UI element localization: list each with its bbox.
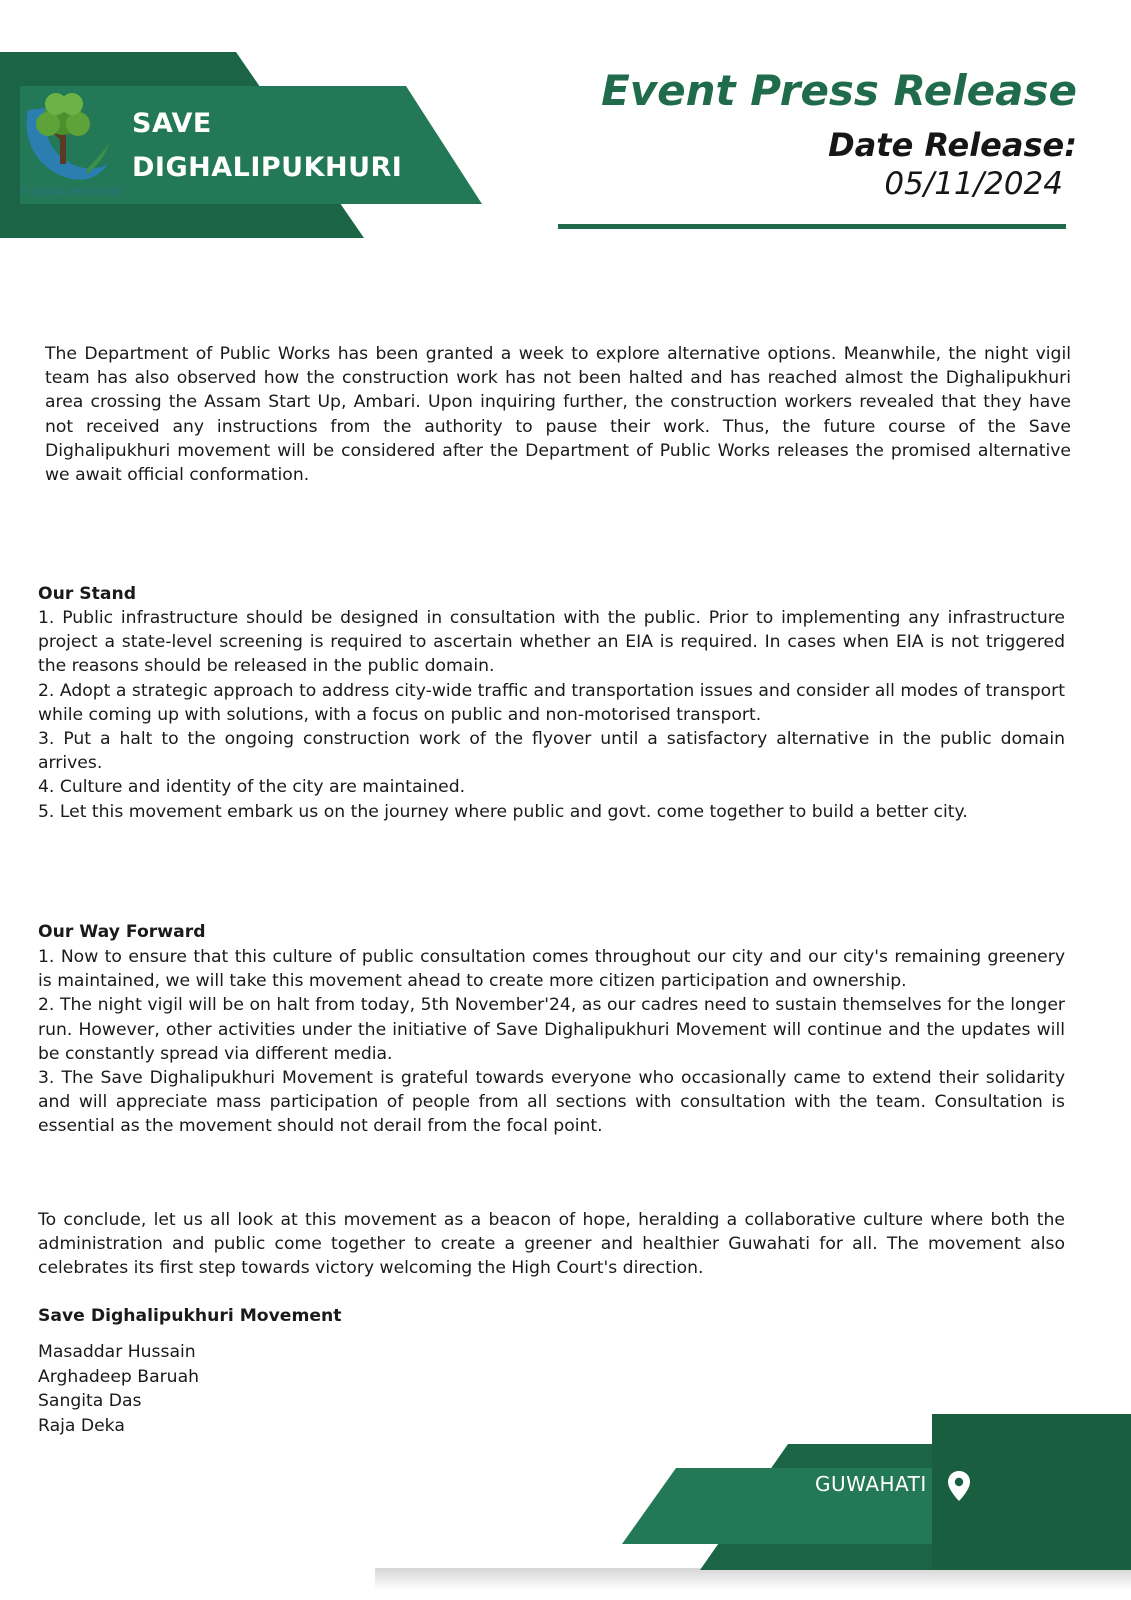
date-value: 05/11/2024 (884, 166, 1063, 202)
way-forward-list (38, 945, 1065, 1139)
way-forward-heading: Our Way Forward (38, 922, 206, 942)
list-item: 1. Public infrastructure should be designed in consultation with the public. Prior to implementing any infrastructure project a state-level screening is required to ascertain whether an EIA is required. In cases when EIA is not triggered the reasons should be released in the public domain. (38, 608, 1065, 677)
conclusion-paragraph: To conclude, let us all look at this movement as a beacon of hope, heralding a collaborative culture where both the administration and public come together to create a greener and healthier Guwahati for all. The movement also celebrates its first step towards victory welcoming the High Court's direction. (38, 1210, 1065, 1279)
list-item: 1. Now to ensure that this culture of public consultation comes throughout our city and our city's remaining greenery is maintained, we will take this movement ahead to create more citizen participation and ownership. (38, 947, 1065, 992)
list-item: 3. The Save Dighalipukhuri Movement is grateful towards everyone who occasionally came to extend their solidarity and will appreciate mass participation of people from all sections with consultation with the team. Consultation is essential as the movement should not derail from the focal point. (38, 1068, 1065, 1137)
logo-caption: E DIGHALIPUKHURI (20, 187, 124, 198)
signatory-name: Sangita Das (38, 1391, 142, 1411)
org-name-line2: DIGHALIPUKHURI (132, 152, 403, 183)
our-stand-heading: Our Stand (38, 584, 137, 604)
signatory-name: Arghadeep Baruah (38, 1366, 199, 1387)
location-pin-icon (946, 1470, 972, 1502)
list-item: 2. Adopt a strategic approach to address city-wide traffic and transportation issues and consider all modes of transport while coming up with solutions, with a focus on public and non-motorised transport. (38, 680, 1065, 725)
page-title: Event Press Release (601, 66, 1077, 115)
org-name-line1: SAVE (132, 108, 212, 139)
signatory-name: Masaddar Hussain (38, 1342, 196, 1362)
org-name (132, 102, 402, 190)
list-item: 2. The night vigil will be on halt from today, 5th November'24, as our cadres need to sustain themselves for the longer run. However, other activities under the initiative of Save Dighalipukhuri Movement will continue and the updates will be constantly spread via different media. (38, 995, 1065, 1064)
list-item: 4. Culture and identity of the city are maintained. (38, 777, 466, 798)
signature-org: Save Dighalipukhuri Movement (38, 1306, 342, 1326)
list-item: 3. Put a halt to the ongoing construction work of the flyover until a satisfactory alternative in the public domain arrives. (38, 729, 1065, 774)
signatory-name: Raja Deka (38, 1415, 125, 1436)
footer-city: GUWAHATI (815, 1472, 927, 1496)
intro-paragraph: The Department of Public Works has been granted a week to explore alternative options. Meanwhile, the night vigil team has also observed how the construction work has not been halted and has reached almost the Dighalipukhuri area crossing the Assam Start Up, Ambari. Upon inquiring further, the construction workers revealed that they have not received any instructions from the authority to pause their work. Thus, the future course of the Save Dighalipukhuri movement will be considered after the Department of Public Works releases the promised alternative we await official conformation. (45, 344, 1071, 486)
title-divider (558, 224, 1066, 229)
date-label: Date Release: (828, 126, 1077, 164)
our-stand-list (38, 606, 1065, 824)
list-item: 5. Let this movement embark us on the journey where public and govt. come together to build a better city. (38, 801, 968, 822)
